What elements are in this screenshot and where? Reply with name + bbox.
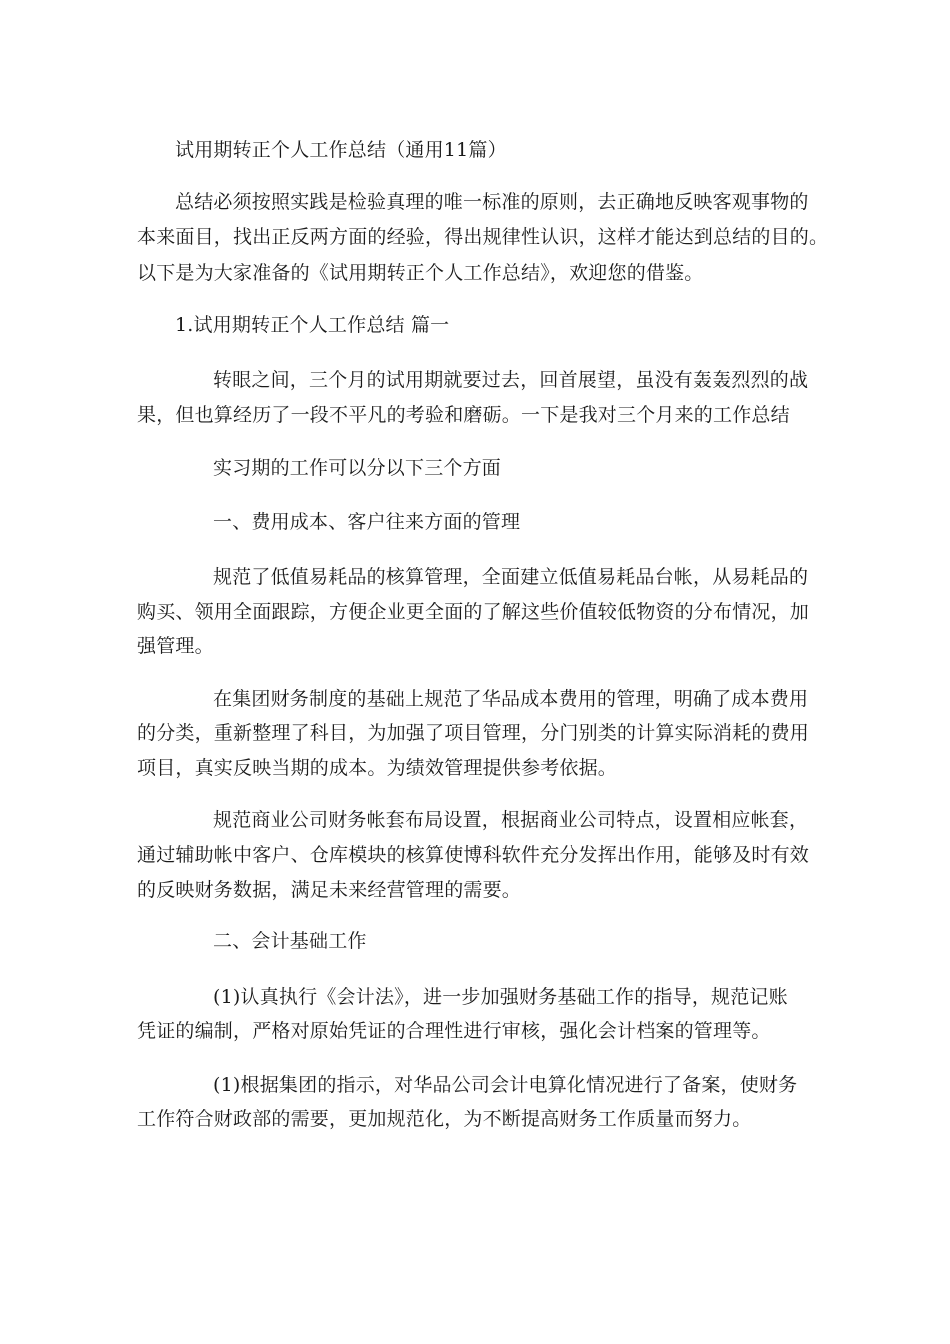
- paragraph-line: 果，但也算经历了一段不平凡的考验和磨砺。一下是我对三个月来的工作总结: [137, 404, 790, 426]
- paragraph-line: 规范商业公司财务帐套布局设置，根据商业公司特点，设置相应帐套，: [213, 809, 809, 831]
- paragraph-line: 强管理。: [137, 635, 214, 657]
- paragraph-line: 项目，真实反映当期的成本。为绩效管理提供参考依据。: [137, 757, 618, 779]
- section-heading: 一、费用成本、客户往来方面的管理: [213, 511, 521, 533]
- paragraph-line: 规范了低值易耗品的核算管理，全面建立低值易耗品台帐，从易耗品的: [213, 566, 809, 588]
- paragraph-line: 实习期的工作可以分以下三个方面: [213, 457, 502, 479]
- section-heading: 二、会计基础工作: [213, 930, 367, 952]
- paragraph-line: 本来面目，找出正反两方面的经验，得出规律性认识，这样才能达到总结的目的。: [137, 226, 829, 248]
- paragraph-line: (1)根据集团的指示，对华品公司会计电算化情况进行了备案，使财务: [213, 1074, 798, 1096]
- document-title: 试用期转正个人工作总结（通用11篇）: [175, 139, 507, 161]
- paragraph-line: 凭证的编制，严格对原始凭证的合理性进行审核，强化会计档案的管理等。: [137, 1020, 771, 1042]
- paragraph-line: 的反映财务数据，满足未来经营管理的需要。: [137, 879, 522, 901]
- paragraph-line: 总结必须按照实践是检验真理的唯一标准的原则，去正确地反映客观事物的: [175, 191, 809, 213]
- paragraph-line: 的分类，重新整理了科目，为加强了项目管理，分门别类的计算实际消耗的费用: [137, 722, 810, 744]
- paragraph-line: 转眼之间，三个月的试用期就要过去，回首展望，虽没有轰轰烈烈的战: [213, 369, 809, 391]
- section-heading: 1.试用期转正个人工作总结 篇一: [175, 314, 450, 336]
- paragraph-line: 在集团财务制度的基础上规范了华品成本费用的管理，明确了成本费用: [213, 688, 809, 710]
- paragraph-line: 购买、领用全面跟踪，方便企业更全面的了解这些价值较低物资的分布情况，加: [137, 601, 810, 623]
- paragraph-line: 通过辅助帐中客户、仓库模块的核算使博科软件充分发挥出作用，能够及时有效: [137, 844, 810, 866]
- paragraph-line: 工作符合财政部的需要，更加规范化，为不断提高财务工作质量而努力。: [137, 1108, 752, 1130]
- paragraph-line: 以下是为大家准备的《试用期转正个人工作总结》，欢迎您的借鉴。: [137, 262, 704, 284]
- paragraph-line: (1)认真执行《会计法》，进一步加强财务基础工作的指导，规范记账: [213, 986, 788, 1008]
